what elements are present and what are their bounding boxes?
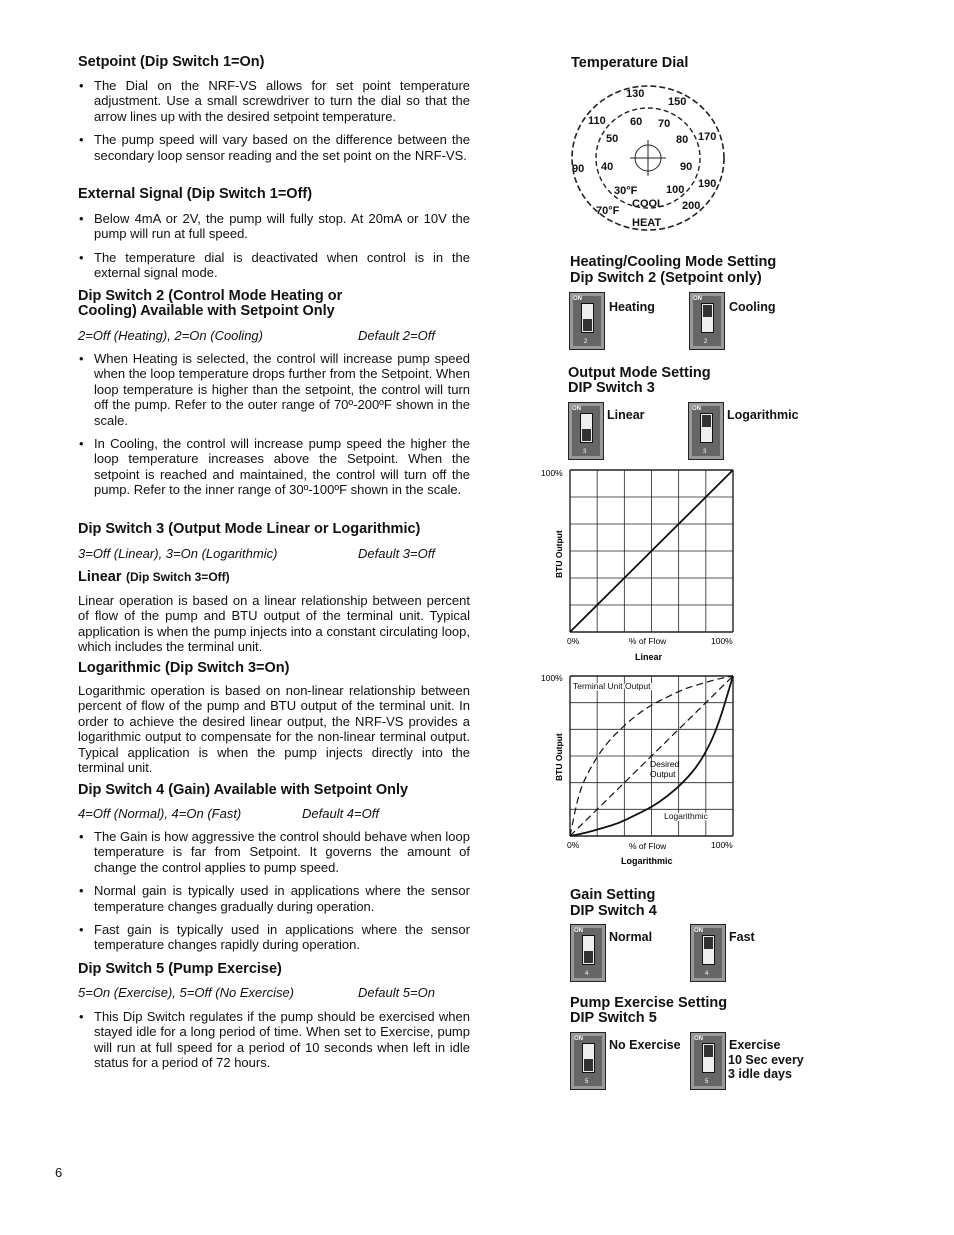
dip3-default: Default 3=Off [358,546,435,561]
switch-on-label: ON [694,928,703,934]
exercise-sub-label-2: 3 idle days [728,1067,792,1081]
linear-label: Linear [607,408,645,422]
setpoint-heading: Setpoint (Dip Switch 1=On) [78,54,265,70]
switch-number: 5 [585,1079,589,1085]
hc-heading-line2: Dip Switch 2 (Setpoint only) [570,270,762,286]
switch-on-label: ON [574,1036,583,1042]
logarithmic-chart [535,668,750,873]
dip2-heating-switch[interactable] [569,292,605,350]
dip5-exercise-switch[interactable] [690,1032,726,1090]
hc-heading-line1: Heating/Cooling Mode Setting [570,254,777,270]
page-number: 6 [55,1165,63,1180]
list-item: • Below 4mA or 2V, the pump will fully stop. At 20mA or 10V the pump will run at full speed. [78,211,470,242]
x-axis-label: % of Flow [629,841,667,851]
dip4-default: Default 4=Off [302,806,379,821]
dip5-bullets [78,1009,470,1079]
exercise-heading-line1: Pump Exercise Setting [570,995,728,1011]
dial-outer-label: 190 [698,178,717,190]
dial-outer-label: 130 [626,88,645,100]
dip3-option: 3=Off (Linear), 3=On (Logarithmic) [78,546,278,561]
dip5-default: Default 5=On [358,985,435,1000]
dial-outer-label: 110 [588,115,606,127]
switch-number: 2 [704,339,708,345]
logarithmic-label: Logarithmic [727,408,799,422]
dip4-bullets [78,829,470,961]
external-heading: External Signal (Dip Switch 1=Off) [78,186,313,202]
switch-number: 3 [703,449,707,455]
log-text: Logarithmic operation is based on non-linear relationship between percent of flow of the pump and BTU output of the terminal unit. In order to achieve the desired linear output, the NRF-VS provides a logarithmic output to compensate for the non-linear terminal output. Typical application is when the pump injects directly into the terminal unit. [78,683,470,776]
y-axis-label: BTU Output [554,733,564,781]
dial-outer-label: 170 [698,131,717,143]
series-label-desired: Desired [650,759,680,769]
dial-cool-label: COOL [632,198,664,210]
x-tick-label: 100% [711,840,733,850]
dial-inner-label: 50 [606,133,619,145]
list-item: • Normal gain is typically used in applications where the sensor temperature changes gradually during operation. [78,883,470,914]
temperature-dial [568,82,730,237]
x-tick-label: 0% [567,840,580,850]
y-tick-label: 100% [541,468,563,478]
external-bullets [78,211,470,289]
exercise-heading-line2: DIP Switch 5 [570,1010,657,1026]
setpoint-bullets [78,78,470,171]
dip2-bullets [78,351,470,506]
series-label-terminal: Terminal Unit Output [573,681,651,691]
linear-heading-main: Linear [78,569,122,585]
switch-on-label: ON [574,928,583,934]
switch-on-label: ON [694,1036,703,1042]
list-item: • The temperature dial is deactivated when control is in the external signal mode. [78,250,470,281]
dip2-heading-line1: Dip Switch 2 (Control Mode Heating or [78,288,343,304]
switch-number: 3 [583,449,587,455]
output-heading-line1: Output Mode Setting [568,365,711,381]
dip5-no-exercise-switch[interactable] [570,1032,606,1090]
series-label-log: Logarithmic [664,811,708,821]
dial-heat-label: HEAT [632,217,662,229]
dial-inner-label: 30°F [614,185,638,197]
switch-on-label: ON [573,296,582,302]
chart-title: Linear [635,652,663,662]
dip4-normal-switch[interactable] [570,924,606,982]
dip2-default: Default 2=Off [358,328,435,343]
dial-outer-label: 200 [682,200,701,212]
dip2-option: 2=Off (Heating), 2=On (Cooling) [78,328,263,343]
list-item: • In Cooling, the control will increase pump speed the higher the loop temperature increases above the Setpoint. When the setpoint is reached and maintained, the control will turn off the pump. Refer to the inner range of 30º-100ºF shown in the scale. [78,436,470,498]
list-item: • The Dial on the NRF-VS allows for set point temperature adjustment. Use a small screwdriver to turn the dial so that the arrow lines up with the desired setpoint temperature. [78,78,470,124]
list-item: • The pump speed will vary based on the difference between the secondary loop sensor reading and the set point on the NRF-VS. [78,132,470,163]
fast-label: Fast [729,930,755,944]
linear-chart [535,462,750,667]
series-label-desired-2: Output [650,769,676,779]
list-item: • This Dip Switch regulates if the pump should be exercised when stayed idle for a long period of time. When set to Exercise, pump will run at full speed for a period of 10 seconds when left in idle status for a period of 72 hours. [78,1009,470,1071]
switch-on-label: ON [693,296,702,302]
list-item: • The Gain is how aggressive the control should behave when loop temperature is far from Setpoint. It governs the amount of change the control applies to pump speed. [78,829,470,875]
dial-inner-label: 90 [680,161,693,173]
switch-on-label: ON [572,406,581,412]
dip3-heading: Dip Switch 3 (Output Mode Linear or Logarithmic) [78,521,421,537]
dial-inner-label: 60 [630,116,643,128]
dip2-heading-line2: Cooling) Available with Setpoint Only [78,303,335,319]
linear-heading [78,568,230,586]
list-item: • Fast gain is typically used in applications where the sensor temperature changes rapidly during operation. [78,922,470,953]
log-heading: Logarithmic (Dip Switch 3=On) [78,660,290,676]
switch-number: 4 [585,971,589,977]
dial-outer-label: 150 [668,96,687,108]
dip4-option: 4=Off (Normal), 4=On (Fast) [78,806,242,821]
linear-heading-sub: (Dip Switch 3=Off) [125,570,230,584]
dial-inner-label: 40 [601,161,614,173]
exercise-sub-label-1: 10 Sec every [728,1053,804,1067]
switch-number: 5 [705,1079,709,1085]
switch-on-label: ON [692,406,701,412]
switch-number: 4 [705,971,709,977]
dip5-option: 5=On (Exercise), 5=Off (No Exercise) [78,985,295,1000]
x-axis-label: % of Flow [629,636,667,646]
gain-heading-line1: Gain Setting [570,887,656,903]
list-item: • When Heating is selected, the control will increase pump speed when the loop temperature drops further from the Setpoint. When loop temperature is higher than the setpoint, the control will turn off the pump. Refer to the outer range of 70º-200ºF shown in the scale. [78,351,470,428]
dial-outer-label: 70°F [596,205,620,217]
y-axis-label: BTU Output [554,530,564,578]
dip3-log-switch[interactable] [688,402,724,460]
gain-heading-line2: DIP Switch 4 [570,903,657,919]
linear-text: Linear operation is based on a linear relationship between percent of flow of the pump and BTU output of the terminal unit. Typical application is when the pump injects into a constant circulating loop, which includes the terminal unit. [78,593,470,655]
normal-label: Normal [609,930,653,944]
exercise-label: Exercise [729,1038,781,1052]
x-tick-label: 0% [567,636,580,646]
dial-outer-label: 90 [572,163,585,175]
switch-number: 2 [584,339,588,345]
heating-label: Heating [609,300,655,314]
dip3-linear-switch[interactable] [568,402,604,460]
dip5-heading: Dip Switch 5 (Pump Exercise) [78,961,282,977]
x-tick-label: 100% [711,636,733,646]
no-exercise-label: No Exercise [609,1038,681,1052]
dip2-cooling-switch[interactable] [689,292,725,350]
y-tick-label: 100% [541,673,563,683]
dial-inner-label: 70 [658,118,671,130]
dial-inner-label: 100 [666,184,685,196]
dip4-fast-switch[interactable] [690,924,726,982]
output-heading-line2: DIP Switch 3 [568,380,655,396]
dial-heading: Temperature Dial [571,55,689,71]
chart-title: Logarithmic [621,856,673,866]
cooling-label: Cooling [729,300,776,314]
dial-inner-label: 80 [676,134,689,146]
dip4-heading: Dip Switch 4 (Gain) Available with Setpoint Only [78,782,409,798]
